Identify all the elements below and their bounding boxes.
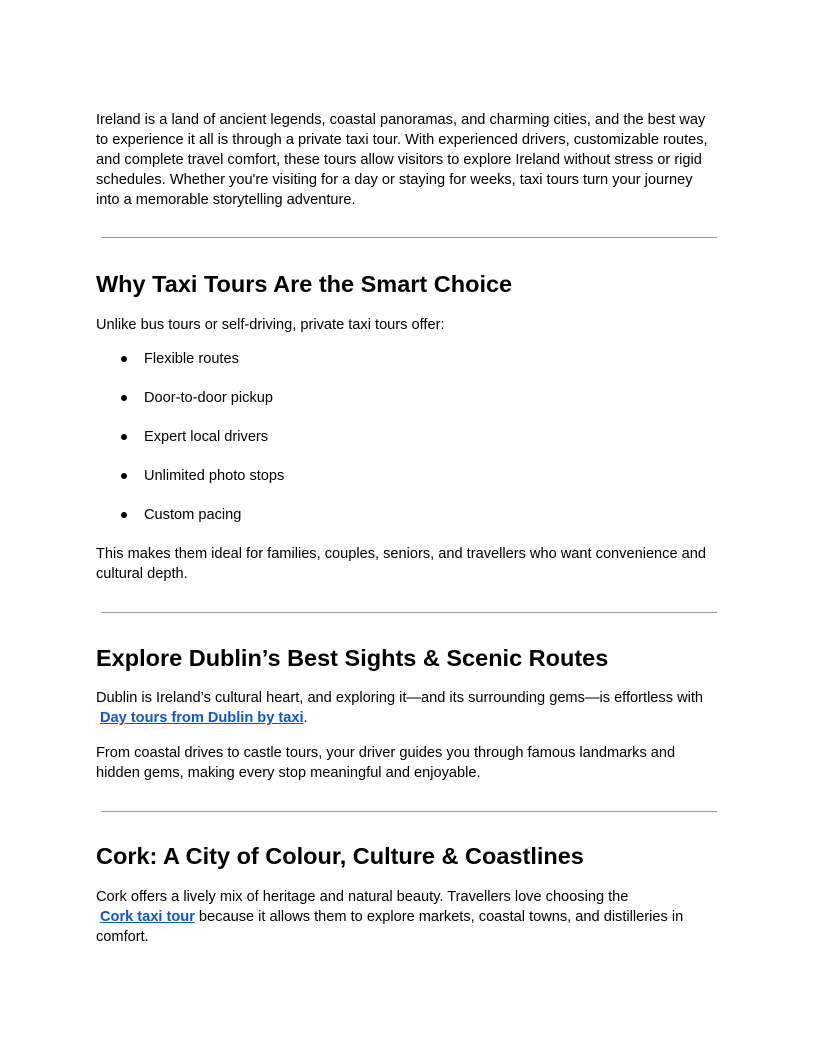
- bullet-icon: [121, 473, 127, 479]
- dublin-detail-paragraph: From coastal drives to castle tours, your driver guides you through famous landmarks and hidden gems, making every stop meaningful and enjoyable.: [96, 745, 676, 781]
- section-closing-paragraph: This makes them ideal for families, couples, seniors, and travellers who want convenience and cultural depth.: [96, 546, 706, 582]
- list-item: Expert local drivers: [96, 427, 718, 447]
- list-item: Flexible routes: [96, 349, 718, 369]
- bullet-icon: [121, 512, 127, 518]
- dublin-paragraph: Dublin is Ireland’s cultural heart, and exploring it—and its surrounding gems—is effortless with Day tours from Dublin by taxi.: [96, 690, 704, 726]
- cork-paragraph: Cork offers a lively mix of heritage and natural beauty. Travellers love choosing the Cork taxi tour because it allows them to explore markets, coastal towns, and distilleries in comfort.: [96, 889, 684, 945]
- list-item: Door-to-door pickup: [96, 388, 718, 408]
- list-item: Unlimited photo stops: [96, 466, 718, 486]
- document-page: [96, 110, 718, 947]
- section-heading-dublin: Explore Dublin’s Best Sights & Scenic Routes: [96, 645, 609, 671]
- list-item: Custom pacing: [96, 505, 718, 525]
- bullet-icon: [121, 395, 127, 401]
- section-lead-paragraph: Unlike bus tours or self-driving, private taxi tours offer:: [96, 317, 445, 333]
- intro-paragraph: Ireland is a land of ancient legends, coastal panoramas, and charming cities, and the best way to experience it all is through a private taxi tour. With experienced drivers, customizable routes, and complete travel comfort, these tours allow visitors to explore Ireland without stress or rigid schedules. Whether you're visiting for a day or staying for weeks, taxi tours turn your journey into a memorable storytelling adventure.: [96, 112, 708, 208]
- cork-taxi-tour-link[interactable]: Cork taxi tour: [100, 909, 195, 925]
- section-divider: [101, 237, 717, 238]
- benefits-list: [96, 349, 718, 525]
- bullet-icon: [121, 434, 127, 440]
- section-heading-taxi-tours: Why Taxi Tours Are the Smart Choice: [96, 271, 513, 297]
- section-heading-cork: Cork: A City of Colour, Culture & Coastlines: [96, 843, 584, 869]
- section-divider: [101, 612, 717, 613]
- dublin-day-tours-link[interactable]: Day tours from Dublin by taxi: [100, 710, 304, 726]
- bullet-icon: [121, 356, 127, 362]
- section-divider: [101, 811, 717, 812]
